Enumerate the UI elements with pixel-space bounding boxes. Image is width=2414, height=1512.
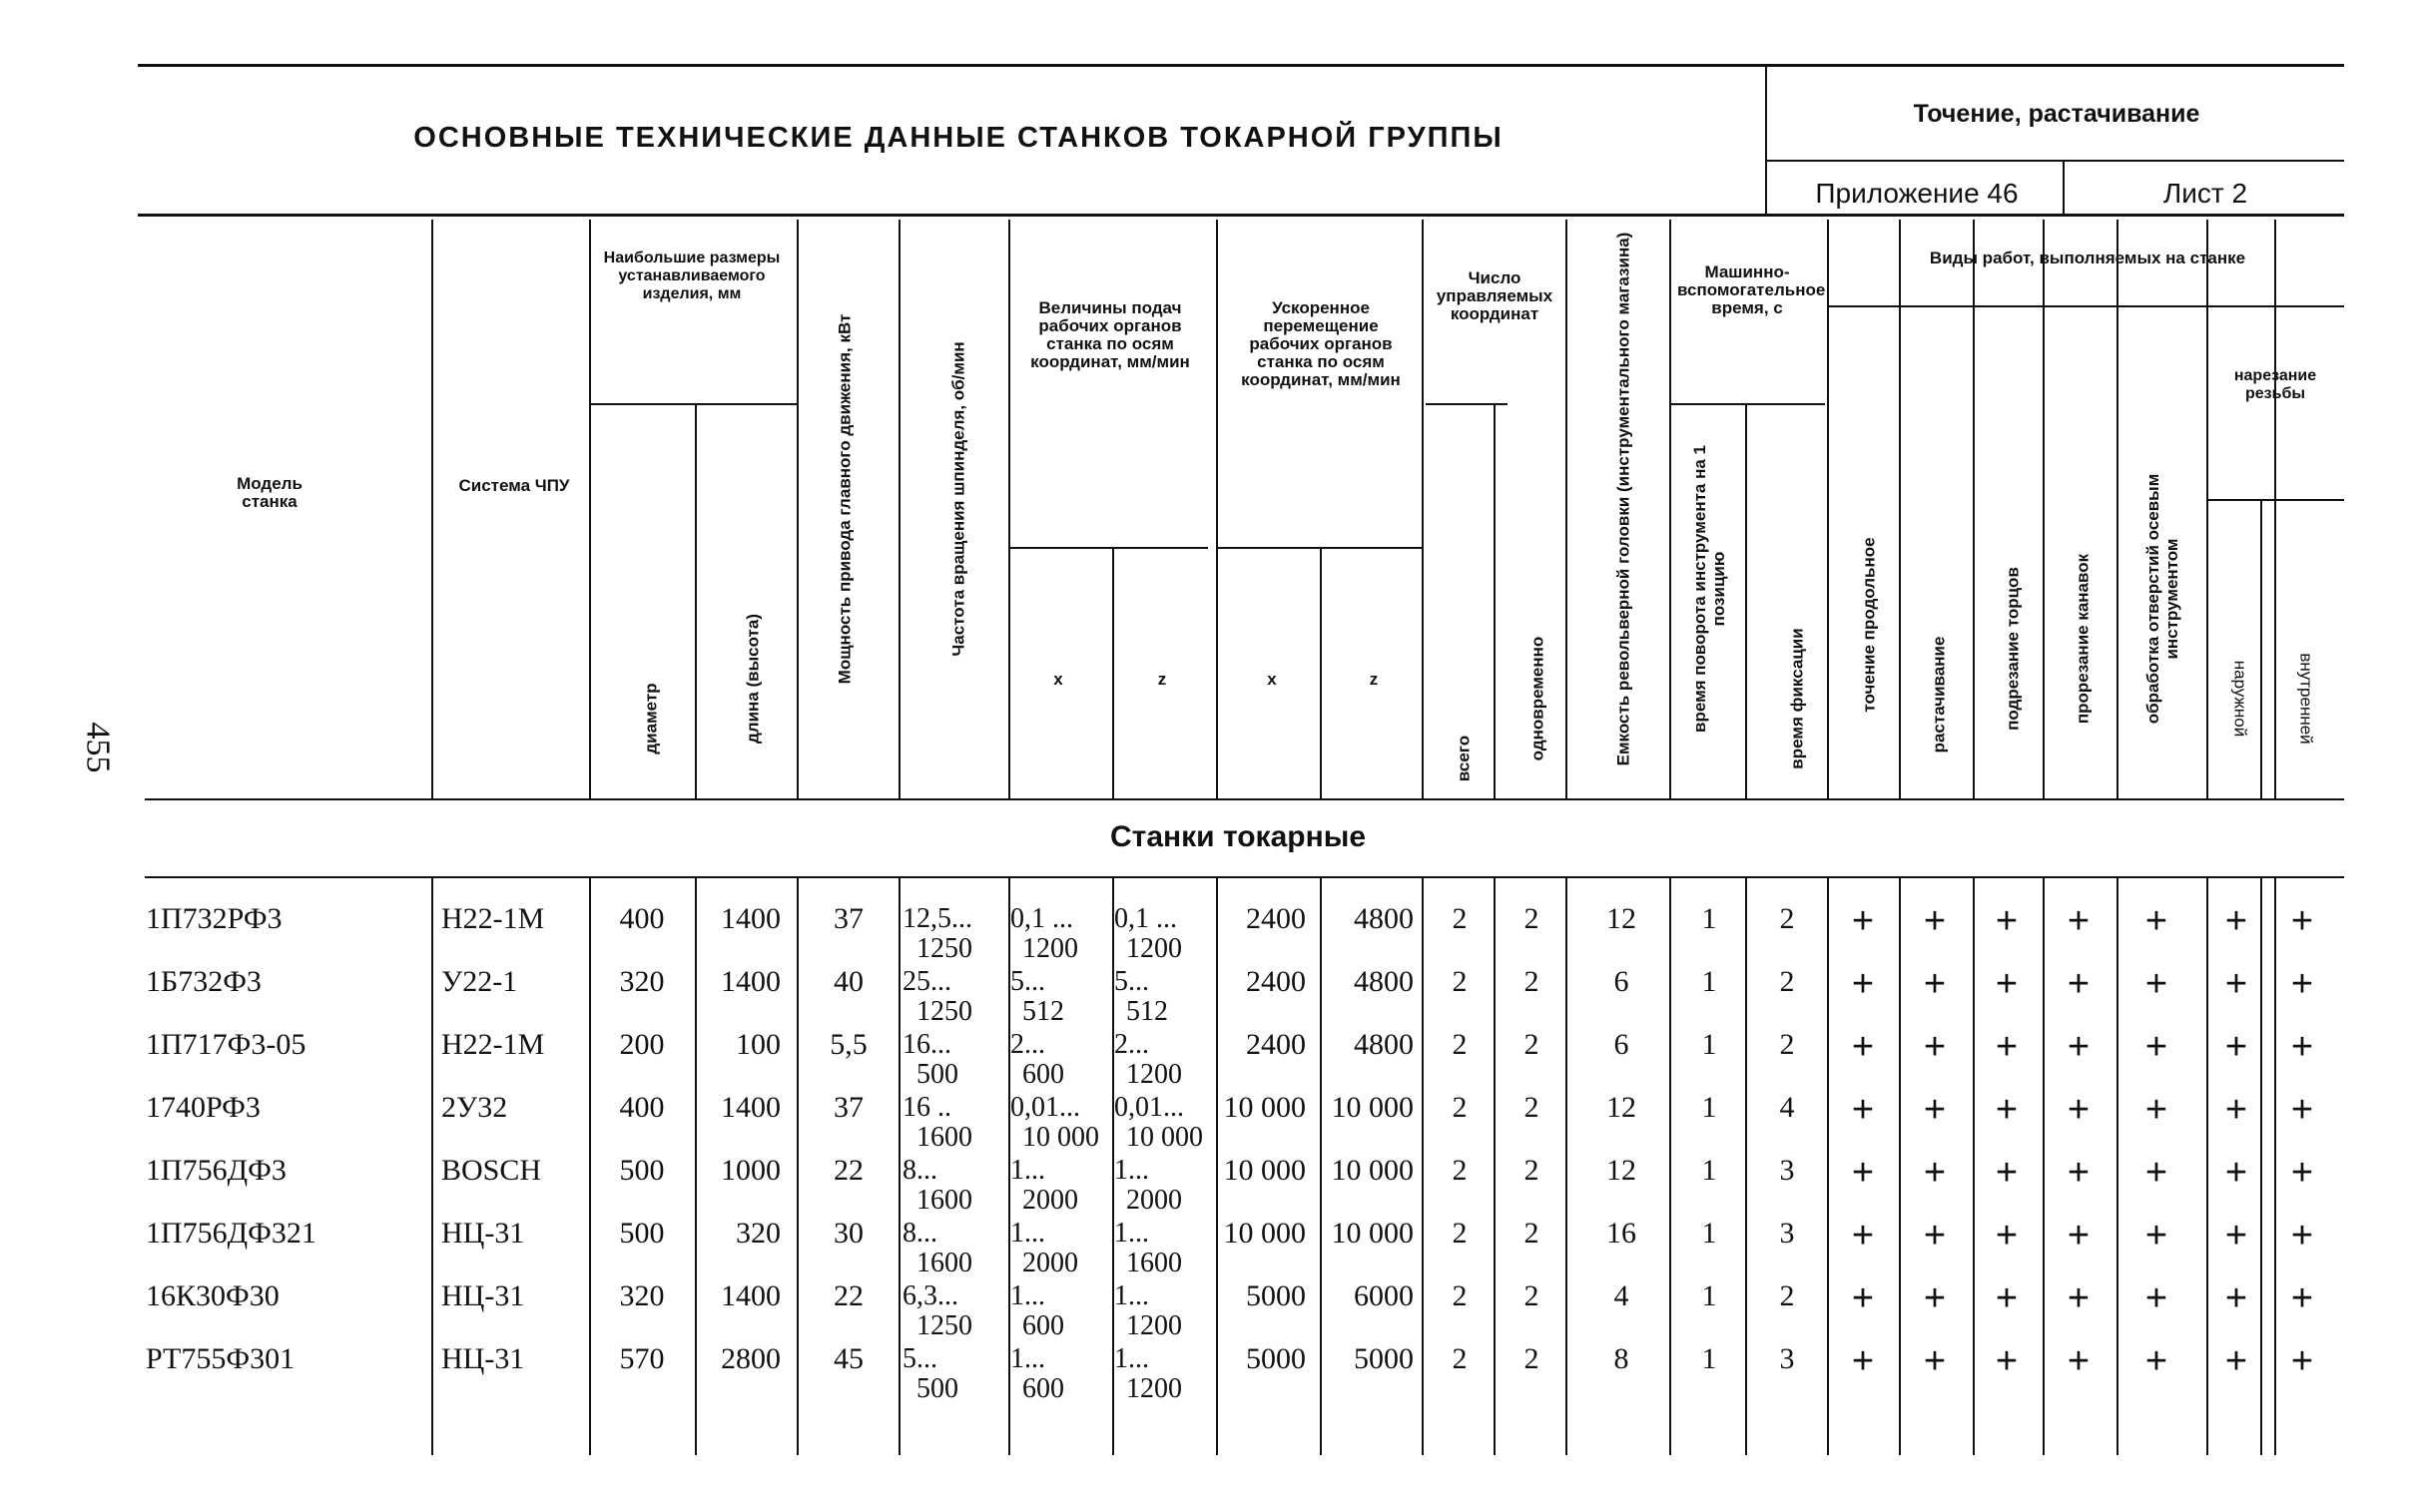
length-cell: 1000	[721, 1154, 781, 1187]
rapid-x-cell: 5000	[1246, 1342, 1306, 1375]
feed-x-max-cell: 2000	[1022, 1185, 1078, 1216]
work-type-mark: +	[2224, 900, 2248, 942]
column-divider	[1669, 876, 1671, 1455]
fix-time-cell: 2	[1779, 902, 1795, 935]
feed-z-max-cell: 1200	[1126, 933, 1182, 964]
rapid-z-cell: 10 000	[1331, 1217, 1414, 1250]
feed-z-min-cell: 5...	[1114, 966, 1149, 997]
coords-total-cell: 2	[1452, 1279, 1468, 1312]
header-coords: Число управляемых координат	[1436, 268, 1553, 323]
feed-x-min-cell: 2...	[1010, 1029, 1045, 1060]
work-type-mark: +	[2144, 1215, 2168, 1257]
speed-min-cell: 8...	[903, 1155, 937, 1186]
rapid-z-cell: 5000	[1354, 1342, 1414, 1375]
length-cell: 1400	[721, 1091, 781, 1124]
feed-z-max-cell: 1200	[1126, 1059, 1182, 1090]
feed-x-max-cell: 600	[1022, 1373, 1064, 1404]
length-cell: 1400	[721, 1279, 781, 1312]
header-work-types: Виды работ, выполняемых на станке	[1929, 249, 2246, 267]
rapid-x-cell: 10 000	[1223, 1154, 1306, 1187]
feed-z-min-cell: 1...	[1114, 1218, 1149, 1249]
feed-x-max-cell: 512	[1022, 996, 1064, 1027]
column-divider	[1973, 876, 1975, 1455]
header-rapid-x: x	[1267, 670, 1277, 689]
feed-z-min-cell: 1...	[1114, 1343, 1149, 1374]
work-type-mark: +	[1995, 1026, 2019, 1068]
work-type-mark: +	[2144, 900, 2168, 942]
header-w1: точение продольное	[1859, 537, 1879, 713]
rapid-x-cell: 5000	[1246, 1279, 1306, 1312]
feed-z-max-cell: 512	[1126, 996, 1168, 1027]
speed-max-cell: 1250	[916, 1310, 972, 1341]
group-rule	[145, 876, 2344, 878]
feed-z-max-cell: 1200	[1126, 1373, 1182, 1404]
rapid-x-cell: 2400	[1246, 1028, 1306, 1061]
feed-z-min-cell: 1...	[1114, 1155, 1149, 1186]
work-type-mark: +	[2290, 1026, 2314, 1068]
feed-z-min-cell: 1...	[1114, 1280, 1149, 1311]
rotate-time-cell: 1	[1701, 965, 1717, 998]
work-type-mark: +	[1851, 1152, 1875, 1194]
column-divider	[1422, 220, 1424, 798]
diameter-cell: 320	[619, 1279, 665, 1312]
rotate-time-cell: 1	[1701, 1342, 1717, 1375]
power-cell: 45	[834, 1342, 864, 1375]
header-max-size: Наибольшие размеры устанавливаемого изделия, мм	[603, 250, 781, 302]
coords-total-cell: 2	[1452, 1091, 1468, 1124]
coords-total-cell: 2	[1452, 965, 1468, 998]
fix-time-cell: 2	[1779, 1279, 1795, 1312]
feed-x-max-cell: 600	[1022, 1059, 1064, 1090]
feed-x-max-cell: 600	[1022, 1310, 1064, 1341]
feed-x-max-cell: 2000	[1022, 1248, 1078, 1278]
work-type-mark: +	[1923, 1026, 1947, 1068]
length-cell: 1400	[721, 902, 781, 935]
work-type-mark: +	[2067, 1340, 2091, 1382]
section-rule	[1765, 160, 2344, 162]
length-cell: 1400	[721, 965, 781, 998]
top-rule	[138, 64, 2344, 67]
header-total: всего	[1454, 735, 1474, 782]
group-title: Станки токарные	[1109, 820, 1367, 853]
rapid-x-cell: 2400	[1246, 965, 1306, 998]
header-simultaneous: одновременно	[1527, 636, 1547, 761]
diameter-cell: 500	[619, 1217, 665, 1250]
rapid-z-cell: 4800	[1354, 1028, 1414, 1061]
speed-max-cell: 1250	[916, 996, 972, 1027]
header-w2: растачивание	[1929, 636, 1949, 754]
model-cell: РТ755Ф301	[146, 1342, 296, 1375]
column-divider	[1899, 876, 1901, 1455]
turret-cell: 6	[1613, 1028, 1629, 1061]
header-feed: Величины подач рабочих органов станка по осям координат, мм/мин	[1030, 298, 1190, 371]
power-cell: 5,5	[830, 1028, 868, 1061]
work-type-mark: +	[1851, 1089, 1875, 1131]
feed-x-min-cell: 0,01...	[1010, 1092, 1080, 1123]
turret-cell: 12	[1606, 1091, 1636, 1124]
length-cell: 100	[736, 1028, 781, 1061]
header-w5: обработка отверстий осевым инструментом	[2143, 473, 2181, 725]
turret-cell: 16	[1606, 1217, 1636, 1250]
header-bottom-rule	[145, 798, 2344, 800]
speed-max-cell: 500	[916, 1059, 958, 1090]
feed-z-max-cell: 1600	[1126, 1248, 1182, 1278]
work-type-mark: +	[2067, 963, 2091, 1005]
work-type-mark: +	[2290, 1089, 2314, 1131]
work-type-mark: +	[1995, 1340, 2019, 1382]
header-power: Мощность привода главного движения, кВт	[835, 313, 855, 685]
column-divider	[2206, 876, 2208, 1455]
column-divider	[1669, 220, 1671, 798]
feed-x-max-cell: 10 000	[1022, 1122, 1099, 1153]
column-divider	[431, 876, 433, 1455]
header-diameter: диаметр	[641, 683, 661, 755]
column-divider	[589, 876, 591, 1455]
feed-x-min-cell: 1...	[1010, 1343, 1045, 1374]
subcolumn-divider	[1494, 403, 1496, 798]
work-type-mark: +	[1851, 1215, 1875, 1257]
sheet-divider	[2063, 160, 2065, 214]
work-type-mark: +	[2067, 900, 2091, 942]
rapid-z-cell: 4800	[1354, 965, 1414, 998]
speed-max-cell: 500	[916, 1373, 958, 1404]
work-type-mark: +	[1851, 1026, 1875, 1068]
rapid-x-cell: 10 000	[1223, 1217, 1306, 1250]
work-type-mark: +	[1995, 1277, 2019, 1319]
header-threading: нарезание резьбы	[2233, 367, 2317, 402]
subcolumn-divider	[2260, 499, 2262, 798]
diameter-cell: 200	[619, 1028, 665, 1061]
work-type-mark: +	[1851, 1340, 1875, 1382]
feed-x-max-cell: 1200	[1022, 933, 1078, 964]
coords-total-cell: 2	[1452, 1154, 1468, 1187]
work-type-mark: +	[2144, 1089, 2168, 1131]
coords-simultaneous-cell: 2	[1523, 1342, 1539, 1375]
speed-min-cell: 5...	[903, 1343, 937, 1374]
rapid-x-cell: 10 000	[1223, 1091, 1306, 1124]
header-feed-x: x	[1053, 670, 1063, 689]
power-cell: 30	[834, 1217, 864, 1250]
work-type-mark: +	[1995, 963, 2019, 1005]
feed-x-min-cell: 0,1 ...	[1010, 903, 1073, 934]
header-w6: наружной	[2230, 660, 2250, 738]
rotate-time-cell: 1	[1701, 1091, 1717, 1124]
work-type-mark: +	[2290, 1277, 2314, 1319]
feed-x-min-cell: 1...	[1010, 1155, 1045, 1186]
length-cell: 2800	[721, 1342, 781, 1375]
model-cell: 1740РФ3	[146, 1091, 261, 1124]
work-type-mark: +	[2144, 1340, 2168, 1382]
cnc-cell: Н22-1М	[441, 902, 545, 935]
power-cell: 22	[834, 1154, 864, 1187]
column-divider	[431, 220, 433, 798]
subcolumn-divider	[1320, 547, 1322, 798]
coords-simultaneous-cell: 2	[1523, 965, 1539, 998]
subcolumn-divider	[695, 403, 697, 798]
header-feed-z: z	[1157, 670, 1167, 689]
speed-min-cell: 16 ..	[903, 1092, 951, 1123]
speed-min-cell: 16...	[903, 1029, 951, 1060]
work-type-mark: +	[1851, 1277, 1875, 1319]
work-type-mark: +	[2144, 1026, 2168, 1068]
rapid-z-cell: 10 000	[1331, 1154, 1414, 1187]
work-type-mark: +	[2224, 1215, 2248, 1257]
coords-total-cell: 2	[1452, 1028, 1468, 1061]
speed-min-cell: 8...	[903, 1218, 937, 1249]
diameter-cell: 570	[619, 1342, 665, 1375]
column-divider	[2274, 876, 2276, 1455]
rapid-z-cell: 6000	[1354, 1279, 1414, 1312]
header-fix-time: время фиксации	[1787, 628, 1807, 769]
speed-max-cell: 1250	[916, 933, 972, 964]
power-cell: 22	[834, 1279, 864, 1312]
subcolumn-divider	[2260, 876, 2262, 1455]
coords-total-cell: 2	[1452, 902, 1468, 935]
work-type-mark: +	[2224, 1340, 2248, 1382]
page-number: 455	[79, 722, 117, 773]
column-divider	[589, 220, 591, 798]
coords-simultaneous-cell: 2	[1523, 1154, 1539, 1187]
header-w7: внутренней	[2296, 653, 2316, 745]
diameter-cell: 400	[619, 1091, 665, 1124]
work-type-mark: +	[2067, 1152, 2091, 1194]
coords-simultaneous-cell: 2	[1523, 1091, 1539, 1124]
work-type-mark: +	[2144, 963, 2168, 1005]
work-type-mark: +	[2067, 1089, 2091, 1131]
cnc-cell: Н22-1М	[441, 1028, 545, 1061]
work-type-mark: +	[2290, 900, 2314, 942]
header-aux-time: Машинно-вспомогательное время, с	[1677, 262, 1826, 317]
turret-cell: 12	[1606, 1154, 1636, 1187]
subcolumn-divider	[695, 876, 697, 1455]
rapid-z-cell: 10 000	[1331, 1091, 1414, 1124]
feed-x-min-cell: 1...	[1010, 1218, 1045, 1249]
fix-time-cell: 3	[1779, 1342, 1795, 1375]
diameter-cell: 500	[619, 1154, 665, 1187]
work-type-mark: +	[1995, 900, 2019, 942]
turret-cell: 6	[1613, 965, 1629, 998]
subcolumn-divider	[1320, 876, 1322, 1455]
work-type-mark: +	[2067, 1215, 2091, 1257]
subcolumn-divider	[1745, 403, 1747, 798]
work-type-mark: +	[2290, 1340, 2314, 1382]
column-divider	[1565, 220, 1567, 798]
rotate-time-cell: 1	[1701, 902, 1717, 935]
work-type-mark: +	[1923, 963, 1947, 1005]
rotate-time-cell: 1	[1701, 1154, 1717, 1187]
sheet-label: Лист 2	[2162, 178, 2248, 209]
power-cell: 37	[834, 902, 864, 935]
coords-simultaneous-cell: 2	[1523, 1028, 1539, 1061]
work-type-mark: +	[2290, 1152, 2314, 1194]
header-model: Модель станка	[237, 474, 302, 511]
work-type-mark: +	[1851, 900, 1875, 942]
diameter-cell: 400	[619, 902, 665, 935]
column-divider	[1216, 220, 1218, 798]
model-cell: 1П756ДФ3	[146, 1154, 287, 1187]
column-divider	[1827, 876, 1829, 1455]
fix-time-cell: 3	[1779, 1154, 1795, 1187]
work-type-mark: +	[1923, 1152, 1947, 1194]
rotate-time-cell: 1	[1701, 1279, 1717, 1312]
work-type-mark: +	[2144, 1277, 2168, 1319]
work-type-mark: +	[1851, 963, 1875, 1005]
feed-z-min-cell: 0,01...	[1114, 1092, 1184, 1123]
turret-cell: 12	[1606, 902, 1636, 935]
column-divider	[899, 220, 901, 798]
work-type-mark: +	[2067, 1277, 2091, 1319]
feed-x-min-cell: 1...	[1010, 1280, 1045, 1311]
work-type-mark: +	[1923, 1215, 1947, 1257]
header-turret: Емкость револьверной головки (инструментального магазина)	[1613, 232, 1633, 766]
subcolumn-divider	[1745, 876, 1747, 1455]
work-type-mark: +	[1923, 1340, 1947, 1382]
work-type-mark: +	[2290, 1215, 2314, 1257]
feed-z-max-cell: 2000	[1126, 1185, 1182, 1216]
feed-z-min-cell: 0,1 ...	[1114, 903, 1177, 934]
work-type-mark: +	[2290, 963, 2314, 1005]
power-cell: 40	[834, 965, 864, 998]
header-speed: Частота вращения шпинделя, об/мин	[948, 341, 968, 657]
cnc-cell: НЦ-31	[441, 1279, 525, 1312]
header-rapid-z: z	[1369, 670, 1379, 689]
work-type-mark: +	[1995, 1215, 2019, 1257]
header-w3: подрезание торцов	[2003, 567, 2023, 731]
fix-time-cell: 3	[1779, 1217, 1795, 1250]
column-divider	[2043, 876, 2045, 1455]
fix-time-cell: 4	[1779, 1091, 1795, 1124]
work-type-mark: +	[2144, 1152, 2168, 1194]
work-type-mark: +	[2224, 1152, 2248, 1194]
fix-time-cell: 2	[1779, 965, 1795, 998]
cnc-cell: BOSCH	[441, 1154, 542, 1187]
fix-time-cell: 2	[1779, 1028, 1795, 1061]
work-type-mark: +	[1995, 1152, 2019, 1194]
cnc-cell: У22-1	[441, 965, 518, 998]
diameter-cell: 320	[619, 965, 665, 998]
section-label: Точение, растачивание	[1913, 100, 2200, 128]
turret-cell: 4	[1613, 1279, 1629, 1312]
appendix-label: Приложение 46	[1815, 178, 2019, 209]
speed-max-cell: 1600	[916, 1185, 972, 1216]
speed-max-cell: 1600	[916, 1122, 972, 1153]
cnc-cell: 2У32	[441, 1091, 508, 1124]
speed-min-cell: 25...	[903, 966, 951, 997]
turret-cell: 8	[1613, 1342, 1629, 1375]
column-divider	[1565, 876, 1567, 1455]
model-cell: 1П732РФ3	[146, 902, 283, 935]
model-cell: 1Б732Ф3	[146, 965, 262, 998]
subcolumn-divider	[1494, 876, 1496, 1455]
coords-simultaneous-cell: 2	[1523, 1217, 1539, 1250]
work-type-mark: +	[1923, 900, 1947, 942]
cnc-cell: НЦ-31	[441, 1217, 525, 1250]
column-divider	[1008, 220, 1010, 798]
rapid-z-cell: 4800	[1354, 902, 1414, 935]
feed-z-max-cell: 1200	[1126, 1310, 1182, 1341]
rotate-time-cell: 1	[1701, 1217, 1717, 1250]
column-divider	[2116, 876, 2118, 1455]
feed-z-max-cell: 10 000	[1126, 1122, 1203, 1153]
work-type-mark: +	[2224, 963, 2248, 1005]
coords-simultaneous-cell: 2	[1523, 1279, 1539, 1312]
power-cell: 37	[834, 1091, 864, 1124]
coords-total-cell: 2	[1452, 1217, 1468, 1250]
speed-min-cell: 12,5...	[903, 903, 972, 934]
feed-x-min-cell: 5...	[1010, 966, 1045, 997]
speed-min-cell: 6,3...	[903, 1280, 958, 1311]
header-length: длина (высота)	[743, 614, 763, 744]
model-cell: 1П717Ф3-05	[146, 1028, 306, 1061]
column-divider	[899, 876, 901, 1455]
model-cell: 1П756ДФ321	[146, 1217, 316, 1250]
length-cell: 320	[736, 1217, 781, 1250]
work-type-mark: +	[2224, 1277, 2248, 1319]
rotate-time-cell: 1	[1701, 1028, 1717, 1061]
work-type-mark: +	[2224, 1026, 2248, 1068]
work-type-mark: +	[1923, 1089, 1947, 1131]
work-type-mark: +	[2224, 1089, 2248, 1131]
column-divider	[797, 220, 799, 798]
feed-z-min-cell: 2...	[1114, 1029, 1149, 1060]
header-rapid: Ускоренное перемещение рабочих органов станка по осям координат, мм/мин	[1241, 298, 1401, 389]
title-divider	[1765, 64, 1767, 214]
header-top-rule	[138, 214, 2344, 217]
coords-total-cell: 2	[1452, 1342, 1468, 1375]
header-w4: прорезание канавок	[2073, 553, 2093, 725]
subcolumn-divider	[1112, 547, 1114, 798]
coords-simultaneous-cell: 2	[1523, 902, 1539, 935]
work-type-mark: +	[2067, 1026, 2091, 1068]
header-cnc: Система ЧПУ	[458, 476, 570, 495]
page-title: ОСНОВНЫЕ ТЕХНИЧЕСКИЕ ДАННЫЕ СТАНКОВ ТОКАРНОЙ ГРУППЫ	[413, 122, 1504, 154]
work-type-mark: +	[1995, 1089, 2019, 1131]
column-divider	[797, 876, 799, 1455]
column-divider	[1422, 876, 1424, 1455]
work-type-mark: +	[1923, 1277, 1947, 1319]
header-rotate-time: время поворота инструмента на 1 позицию	[1690, 445, 1728, 733]
speed-max-cell: 1600	[916, 1248, 972, 1278]
model-cell: 16К30Ф30	[146, 1279, 280, 1312]
cnc-cell: НЦ-31	[441, 1342, 525, 1375]
rapid-x-cell: 2400	[1246, 902, 1306, 935]
column-divider	[1216, 876, 1218, 1455]
